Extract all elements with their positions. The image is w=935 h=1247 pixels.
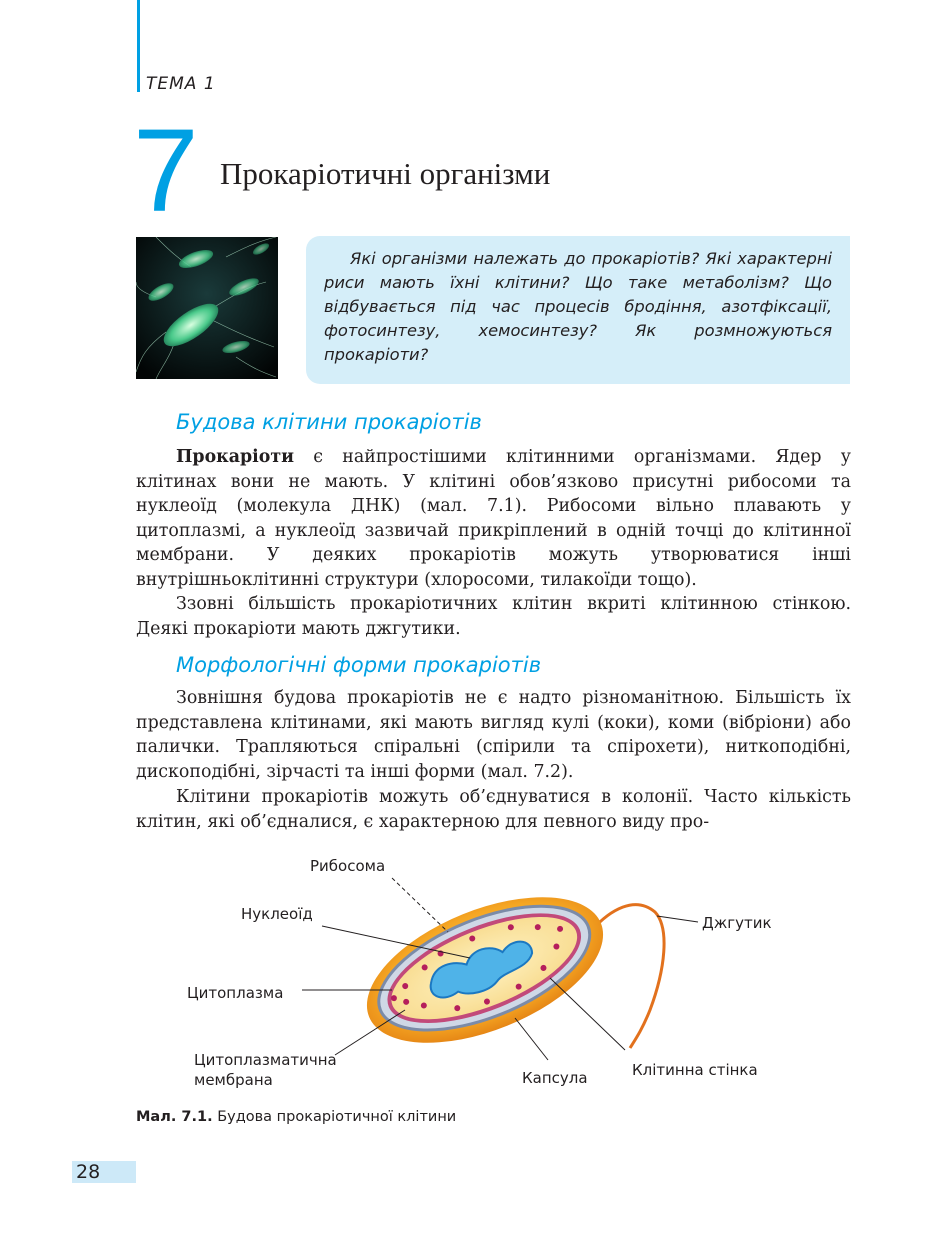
- label-ribosome: Рибосома: [310, 857, 386, 875]
- figure-caption-text: Будова прокаріотичної клітини: [212, 1109, 457, 1125]
- paragraph-morphology-1: Зовнішня будова прокаріотів не є надто різноманітною. Більшість їх представлена клітинами, які мають вигляд кулі (коки), коми (вібріони) або палички. Трапляються спіральні (спірили та спірохети), ниткоподібні, дископодібні, зірчасті та інші форми (мал. 7.2).: [136, 688, 851, 782]
- label-cell-wall: Клітинна стінка: [632, 1061, 758, 1079]
- label-membrane: [194, 1050, 337, 1090]
- paragraph-morphology-2: Клітини прокаріотів можуть об’єднуватися в колонії. Часто кількість клітин, які об’єдналися, є характерною для певного виду про-: [136, 787, 851, 832]
- topic-label: ТЕМА 1: [146, 74, 216, 94]
- leader-flagellum: [657, 916, 698, 922]
- section-heading-morphology: Морфологічні форми прокаріотів: [176, 653, 542, 677]
- section-heading-structure: Будова клітини прокаріотів: [176, 410, 482, 434]
- figure-caption: [136, 1109, 456, 1125]
- term-prokaryotes: Прокаріоти: [176, 447, 295, 467]
- chapter-title: Прокаріотичні організми: [220, 156, 551, 191]
- intro-questions-box: [306, 236, 850, 384]
- intro-questions: Які організми належать до прокаріотів? Які характерні риси мають їхні клітини? Що таке метаболізм? Що відбувається під час процесів бродіння, азотфіксації, фотосинтезу, хемосинтезу? Як розмножуються прокаріоти?: [324, 249, 832, 364]
- paragraph-structure-1-text: є найпростішими клітинними організмами. Ядер у клітинах вони не мають. У клітині обов’язково присутні рибосоми та нуклеоїд (молекула ДНК) (мал. 7.1). Рибосоми вільно плавають у цитоплазмі, а нуклеоїд зазвичай прикріплений в одній точці до клітинної мембрани. У деяких прокаріотів можуть утворюватися інші внутрішньоклітинні структури (хлоросоми, тилакоїди тощо).: [136, 447, 851, 590]
- flagellum: [592, 905, 664, 1048]
- topic-accent-bar: [137, 0, 140, 92]
- page-number: 28: [72, 1161, 136, 1183]
- leader-ribosome: [392, 878, 448, 932]
- label-capsule: Капсула: [522, 1069, 588, 1087]
- bacteria-photo: [136, 237, 278, 379]
- chapter-number: 7: [133, 105, 199, 237]
- label-flagellum: Джгутик: [702, 914, 772, 932]
- figure-caption-number: Мал. 7.1.: [136, 1109, 213, 1125]
- label-membrane-line2: мембрана: [194, 1071, 273, 1089]
- label-cytoplasm: Цитоплазма: [187, 984, 284, 1002]
- paragraph-structure-1: [136, 445, 851, 593]
- prokaryotic-cell-figure: [130, 850, 830, 1100]
- label-nucleoid: Нуклеоїд: [241, 905, 313, 923]
- leader-cell-wall: [550, 978, 625, 1050]
- paragraph-structure-2: Ззовні більшість прокаріотичних клітин вкриті клітинною стінкою. Деякі прокаріоти мають джгутики.: [136, 594, 851, 639]
- label-membrane-line1: Цитоплазматична: [194, 1051, 337, 1069]
- leader-capsule: [515, 1018, 548, 1060]
